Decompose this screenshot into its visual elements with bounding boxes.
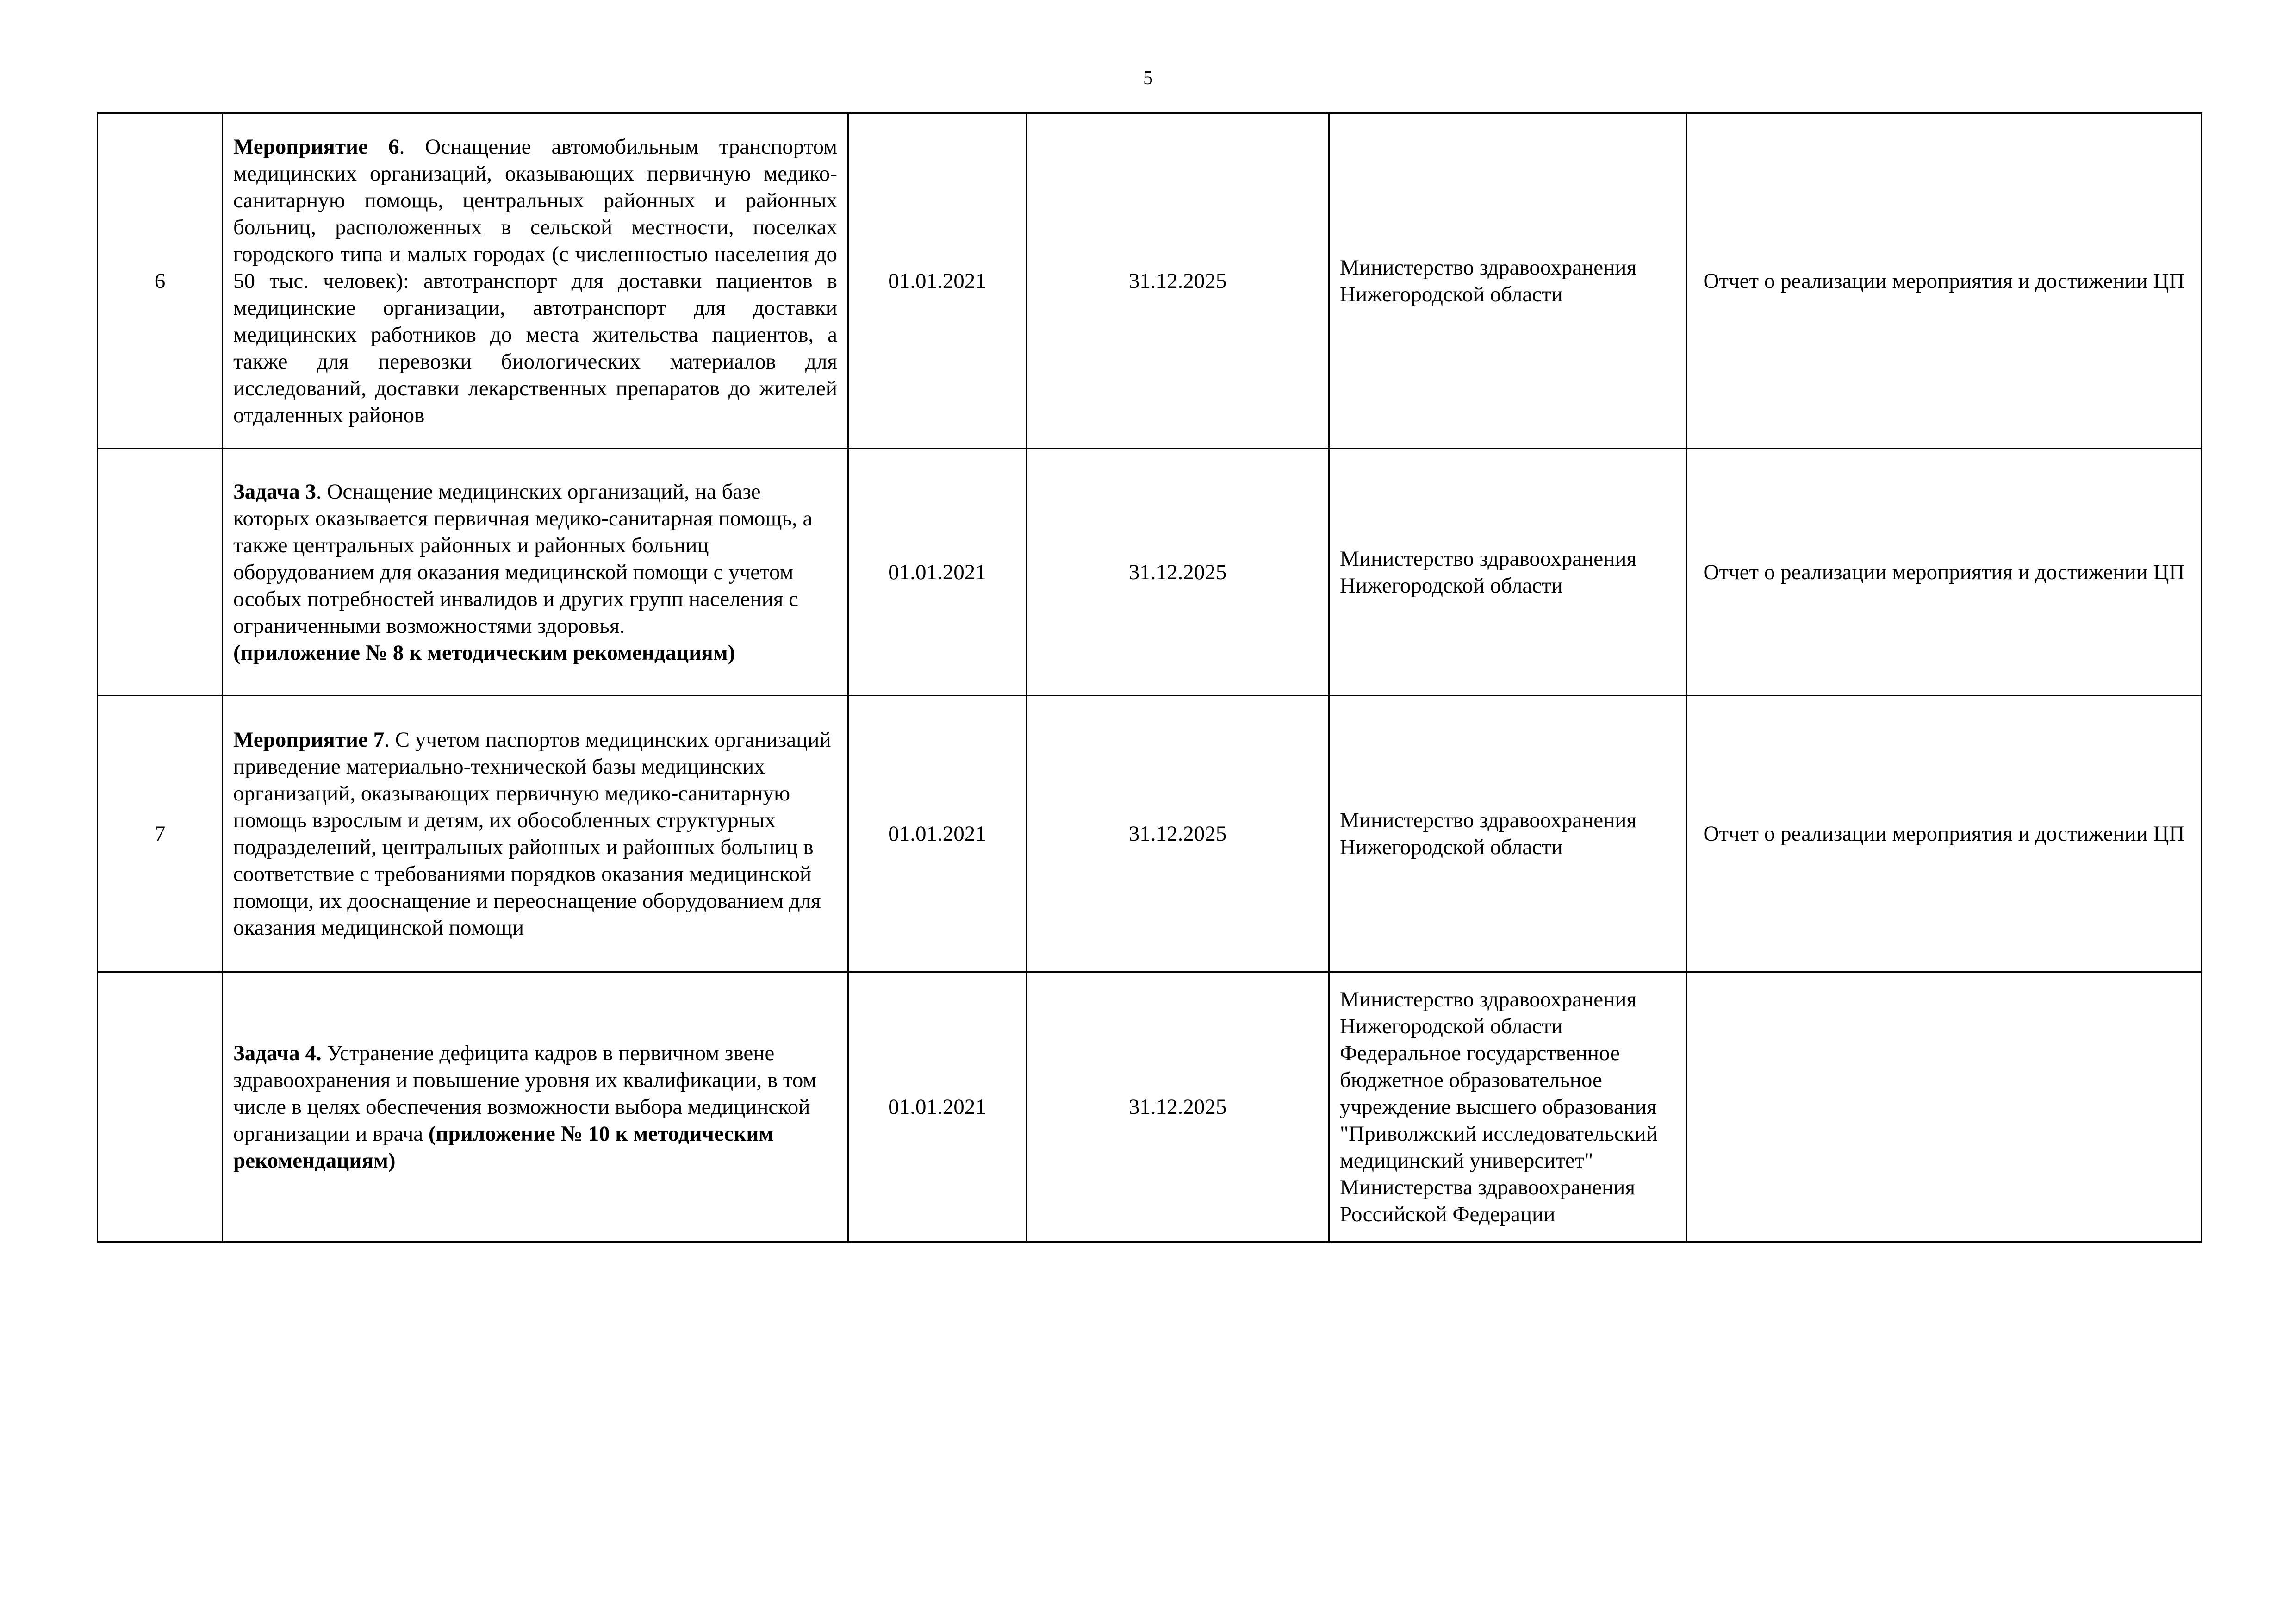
row-number: 6: [98, 113, 223, 449]
activity-description: [223, 113, 848, 449]
table-row: [98, 113, 2202, 449]
result: Отчет о реализации мероприятия и достижении ЦП: [1687, 449, 2202, 696]
task-description: [223, 449, 848, 696]
start-date: 01.01.2021: [848, 972, 1027, 1242]
start-date: 01.01.2021: [848, 449, 1027, 696]
end-date: 31.12.2025: [1027, 113, 1329, 449]
task-text: . Оснащение медицинских организаций, на базе которых оказывается первичная медико-санитарная помощь, а также центральных районных и районных больниц оборудованием для оказания медицинской помощи с учетом особых потребностей инвалидов и других групп населения с ограниченными возможностями здоровья.: [233, 479, 813, 638]
activity-text: . С учетом паспортов медицинских организаций приведение материально-технической базы медицинских организаций, оказывающих первичную медико-санитарную помощь взрослым и детям, их обособленных структурных подразделений, центральных районных и районных больниц в соответствие с требованиями порядков оказания медицинской помощи, их дооснащение и переоснащение оборудованием для оказания медицинской помощи: [233, 728, 831, 940]
task-note: (приложение № 8 к методическим рекомендациям): [233, 640, 735, 665]
task-text: Устранение дефицита кадров в первичном звене здравоохранения и повышение уровня их квалификации, в том числе в целях обеспечения возможности выбора медицинской организации и врача: [233, 1041, 817, 1146]
start-date: 01.01.2021: [848, 696, 1027, 972]
activity-title: Мероприятие 6: [233, 134, 399, 159]
task-description: [223, 972, 848, 1242]
task-title: Задача 3: [233, 479, 316, 504]
result: Отчет о реализации мероприятия и достижении ЦП: [1687, 696, 2202, 972]
responsible: Министерство здравоохранения Нижегородской области Федеральное государственное бюджетное образовательное учреждение высшего образования "Приволжский исследовательский медицинский университет" Министерства здравоохранения Российской Федерации: [1329, 972, 1687, 1242]
activity-title: Мероприятие 7: [233, 728, 385, 752]
end-date: 31.12.2025: [1027, 449, 1329, 696]
task-note: (приложение № 10 к методическим рекомендациям): [233, 1122, 774, 1173]
row-number: [98, 972, 223, 1242]
activities-table: [97, 112, 2202, 1243]
responsible: Министерство здравоохранения Нижегородской области: [1329, 113, 1687, 449]
row-number: 7: [98, 696, 223, 972]
responsible: Министерство здравоохранения Нижегородской области: [1329, 449, 1687, 696]
task-title: Задача 4.: [233, 1041, 322, 1065]
end-date: 31.12.2025: [1027, 696, 1329, 972]
responsible: Министерство здравоохранения Нижегородской области: [1329, 696, 1687, 972]
table-row: [98, 449, 2202, 696]
table-row: [98, 696, 2202, 972]
start-date: 01.01.2021: [848, 113, 1027, 449]
activity-description: [223, 696, 848, 972]
row-number: [98, 449, 223, 696]
page-number: 5: [1143, 68, 1153, 89]
result: Отчет о реализации мероприятия и достижении ЦП: [1687, 113, 2202, 449]
end-date: 31.12.2025: [1027, 972, 1329, 1242]
table-row: [98, 972, 2202, 1242]
result: [1687, 972, 2202, 1242]
activity-text: . Оснащение автомобильным транспортом медицинских организаций, оказывающих первичную медико-санитарную помощь, центральных районных и районных больниц, расположенных в сельской местности, поселках городского типа и малых городах (с численностью населения до 50 тыс. человек): автотранспорт для доставки пациентов в медицинские организации, автотранспорт для доставки медицинских работников до места жительства пациентов, а также для перевозки биологических материалов для исследований, доставки лекарственных препаратов до жителей отдаленных районов: [233, 134, 837, 427]
